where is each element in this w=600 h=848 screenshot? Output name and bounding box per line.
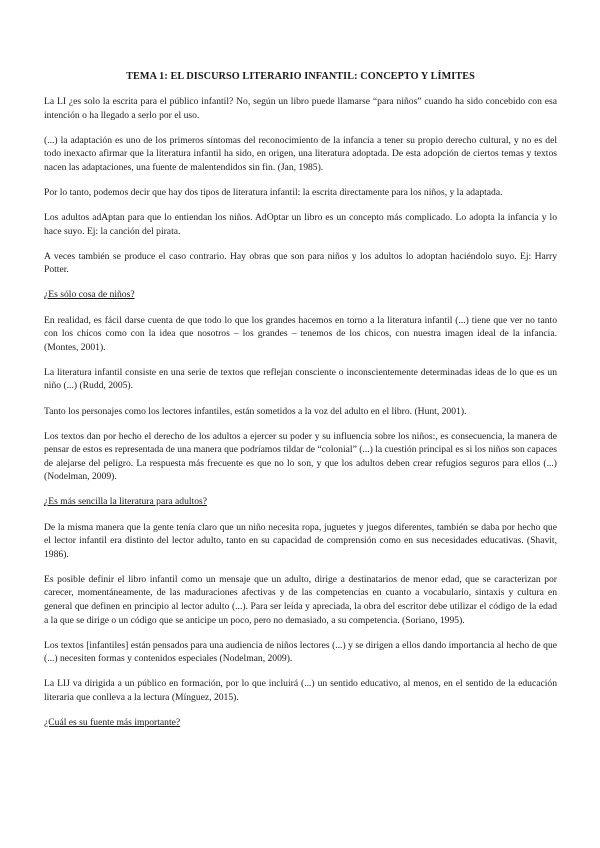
body-paragraph: Los textos [infantiles] están pensados para una audiencia de niños lectores (...) y se dirigen a ellos dando importancia al hecho de que (...) necesiten formas y contenidos especiales (Nodelman, 2009). <box>44 639 557 665</box>
body-paragraph: La LIJ va dirigida a un público en formación, por lo que incluirá (...) un sentido educativo, al menos, en el sentido de la educación literaria que conlleva a la lectura (Mínguez, 2015). <box>44 678 557 703</box>
body-paragraph: De la misma manera que la gente tenía claro que un niño necesita ropa, juguetes y juegos diferentes, también se daba por hecho que el lector infantil era distinto del lector adulto, tanto en su capacidad de comprensión como en sus necesidades educativas. (Shavit, 1986). <box>44 521 557 560</box>
section-question-heading: ¿Cuál es su fuente más importante? <box>44 717 181 729</box>
section-question-heading: ¿Es sólo cosa de niños? <box>44 289 135 301</box>
body-paragraph: A veces también se produce el caso contrario. Hay obras que son para niños y los adultos lo adoptan haciéndolo suyo. Ej: Harry Potter. <box>44 250 557 276</box>
body-paragraph: Tanto los personajes como los lectores infantiles, están sometidos a la voz del adulto en el libro. (Hunt, 2001). <box>44 405 467 417</box>
document-body <box>44 70 557 741</box>
body-paragraph: La LI ¿es solo la escrita para el público infantil? No, según un libro puede llamarse “para niños” cuando ha sido concebido con esa intención o ha llegado a serlo por el uso. <box>44 96 557 121</box>
body-paragraph: Los adultos adAptan para que lo entiendan los niños. AdOptar un libro es un concepto más complicado. Lo adopta la infancia y lo hace suyo. Ej: la canción del pirata. <box>44 212 557 237</box>
section-question-heading: ¿Es más sencilla la literatura para adultos? <box>44 496 208 508</box>
body-paragraph: Por lo tanto, podemos decir que hay dos tipos de literatura infantil: la escrita directamente para los niños, y la adaptada. <box>44 186 503 198</box>
body-paragraph: (...) la adaptación es uno de los primeros síntomas del reconocimiento de la infancia a tener su propio derecho cultural, y no es del todo inexacto afirmar que la literatura infantil ha sido, en origen, una literatura adoptada. De esta adopción de ciertos temas y textos nacen las adaptaciones, una fuente de malentendidos sin fin. (Jan, 1985). <box>44 134 557 173</box>
paragraph-list <box>44 95 557 730</box>
body-paragraph: Es posible definir el libro infantil como un mensaje que un adulto, dirige a destinatarios de menor edad, que se caracterizan por carecer, momentáneamente, de las maduraciones afectivas y de las competencias en cuanto a vocabulario, sintaxis y cultura en general que definen en principio al lector adulto (...). Para ser leída y apreciada, la obra del escritor debe utilizar el código de la edad a la que se dirige o un código que se anticipe un poco, pero no demasiado, a su competencia. (Soriano, 1995). <box>44 573 557 626</box>
body-paragraph: Los textos dan por hecho el derecho de los adultos a ejercer su poder y su influencia sobre los niños:, es consecuencia, la manera de pensar de estos es representada de una manera que podríamos tildar de “colonial” (...) la cuestión principal es si los niños son capaces de alejarse del peligro. La respuesta más frecuente es que no lo son, y que los adultos deben crear refugios seguros para ellos (...) (Nodelman, 2009). <box>44 430 557 483</box>
body-paragraph: La literatura infantil consiste en una serie de textos que reflejan consciente o inconscientemente determinadas ideas de lo que es un niño (...) (Rudd, 2005). <box>44 366 557 392</box>
page-title: TEMA 1: EL DISCURSO LITERARIO INFANTIL: CONCEPTO Y LÍMITES <box>126 71 475 82</box>
body-paragraph: En realidad, es fácil darse cuenta de que todo lo que los grandes hacemos en torno a la literatura infantil (...) tiene que ver no tanto con los chicos como con la idea que nosotros – los grandes – tenemos de los chicos, con nuestra imagen ideal de la infancia. (Montes, 2001). <box>44 314 557 353</box>
